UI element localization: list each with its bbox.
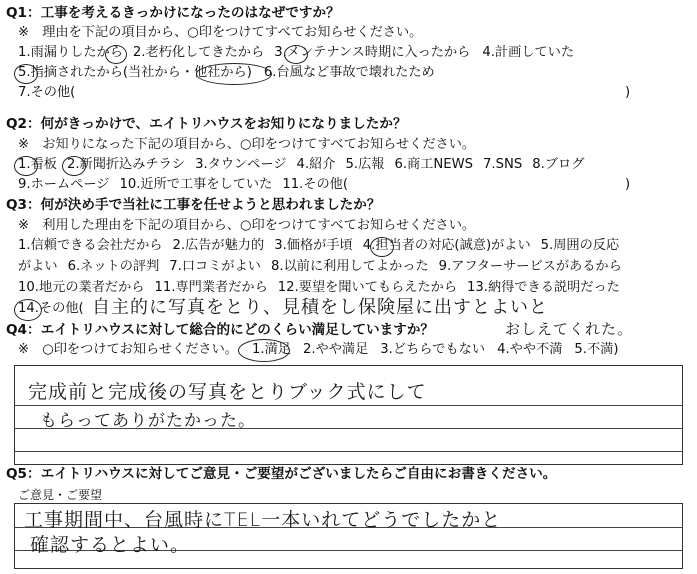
q2-option-11-close: ) xyxy=(625,177,631,192)
q1-option-3[interactable]: 3.メンテナンス時期に入ったから xyxy=(274,45,471,60)
q3-title: Q3：何が決め手で当社に工事を任せようと思われましたか？ xyxy=(6,197,381,213)
q5-comment-line1: 工事期間中、台風時にTEL一本いれてどうでしたかと xyxy=(24,509,502,531)
selection-circle xyxy=(284,45,308,64)
q5-title: Q5：エイトリハウスに対してご意見・ご要望がございましたらご自由にお書きください。 xyxy=(6,466,557,482)
q1-option-4[interactable]: 4.計画していた xyxy=(482,45,575,60)
q1-option-6[interactable]: 6.台風など事故で壊れたため xyxy=(263,65,435,80)
q1-option-1[interactable]: 1.雨漏りしたから xyxy=(18,45,123,60)
q1-option-7-close: ) xyxy=(625,85,631,100)
q3-option-12[interactable]: 12.要望を聞いてもらえたから xyxy=(277,280,458,295)
selection-circle xyxy=(14,299,42,321)
q3-option-10[interactable]: 10.地元の業者だから xyxy=(18,280,145,295)
q3-option-7[interactable]: 7.口コミがよい xyxy=(169,259,261,274)
q2-option-4[interactable]: 4.紹介 xyxy=(296,157,336,172)
q2-option-2[interactable]: 2.新聞折込みチラシ xyxy=(66,157,186,172)
q2-option-9[interactable]: 9.ホームページ xyxy=(18,177,110,192)
q3-instruction: ※ 利用した理由を下記の項目から、○印をつけてすべてお知らせください。 xyxy=(18,218,476,233)
q4-close: ) xyxy=(613,342,619,357)
q2-options-row2 xyxy=(18,176,348,194)
q2-option-6[interactable]: 6.商工NEWS xyxy=(394,157,474,172)
q2-option-7[interactable]: 7.SNS xyxy=(483,157,523,172)
selection-circle xyxy=(62,156,86,176)
selection-circle xyxy=(14,156,38,176)
q2-options-row1 xyxy=(18,156,584,174)
q3-option-11[interactable]: 11.専門業者だから xyxy=(154,280,268,295)
q3-option-6[interactable]: 6.ネットの評判 xyxy=(67,259,160,274)
q1-option-5-close: ) xyxy=(246,65,252,80)
q3-option-4[interactable]: 4.担当者の対応(誠意)がよい xyxy=(362,238,531,253)
q4-option-2[interactable]: 2.やや満足 xyxy=(302,342,369,357)
q4-instruction: ※ ○印をつけてお知らせください。 xyxy=(18,342,238,357)
q4-option-5[interactable]: 5.不満 xyxy=(574,342,614,357)
q2-option-1[interactable]: 1.看板 xyxy=(18,157,57,172)
q3-option-8[interactable]: 8.以前に利用してよかった xyxy=(271,259,429,274)
q1-option-7[interactable]: 7.その他( xyxy=(18,85,76,100)
selection-circle xyxy=(14,64,38,84)
q3-option-14[interactable]: 14.その他( xyxy=(18,301,84,316)
selection-circle xyxy=(105,45,127,64)
q5-comment-line2: 確認するとよい。 xyxy=(30,534,191,556)
q1-option-2[interactable]: 2.老朽化してきたから xyxy=(132,45,265,60)
q4-comment-line1: 完成前と完成後の写真をとりブック式にして xyxy=(28,381,427,403)
q4-option-4[interactable]: 4.やや不満 xyxy=(497,342,563,357)
q1-option-5-other-company[interactable]: 他社から xyxy=(193,65,247,80)
q1-instruction: ※ 理由を下記の項目から、○印をつけてすべてお知らせください。 xyxy=(18,25,423,40)
q4-option-3[interactable]: 3.どちらでもない xyxy=(380,342,486,357)
selection-circle xyxy=(193,63,272,85)
q3-option-13[interactable]: 13.納得できる説明だった xyxy=(467,280,620,295)
q5-label: ご意見・ご要望 xyxy=(18,488,103,502)
q4-title: Q4：エイトリハウスに対して総合的にどのくらい満足していますか？ xyxy=(6,322,435,338)
q2-option-3[interactable]: 3.タウンページ xyxy=(195,157,287,172)
q3-options-row1 xyxy=(18,237,619,255)
q1-title: Q1：工事を考えるきっかけになったのはなぜですか？ xyxy=(6,5,340,21)
q4-options xyxy=(18,341,619,359)
q3-option-3[interactable]: 3.価格が手頃 xyxy=(274,238,353,253)
q3-option-1[interactable]: 1.信頼できる会社だから xyxy=(18,238,163,253)
q3-option-9[interactable]: 9.アフターサービスがあるから xyxy=(438,259,622,274)
q1-option-5[interactable]: 5.指摘されたから(当社から・ xyxy=(18,65,194,80)
q3-options-row2 xyxy=(18,258,622,276)
q2-title: Q2：何がきっかけで、エイトリハウスをお知りになりましたか？ xyxy=(6,116,407,132)
q3-option-5-cont[interactable]: がよい xyxy=(18,259,58,274)
q2-option-11[interactable]: 11.その他( xyxy=(282,177,348,192)
q4-comment-line2: もらってありがたかった。 xyxy=(40,411,256,431)
q3-option-5[interactable]: 5.周囲の反応 xyxy=(540,238,620,253)
q2-option-5[interactable]: 5.広報 xyxy=(345,157,385,172)
q3-option-2[interactable]: 2.広告が魅力的 xyxy=(172,238,265,253)
writing-line xyxy=(14,451,683,452)
q4-option-1[interactable]: 1.満足 xyxy=(251,342,291,357)
q3-other-handwritten-2: おしえてくれた。 xyxy=(505,320,634,338)
q2-instruction: ※ お知りになった下記の項目から、○印をつけてすべてお知らせください。 xyxy=(18,137,476,152)
q3-other-handwritten: 自主的に写真をとり、見積をし保険屋に出すとよいと xyxy=(92,297,548,318)
q2-option-8[interactable]: 8.ブログ xyxy=(532,157,585,172)
q2-option-10[interactable]: 10.近所で工事をしていた xyxy=(119,177,273,192)
selection-circle xyxy=(370,237,394,257)
selection-circle xyxy=(238,339,290,362)
